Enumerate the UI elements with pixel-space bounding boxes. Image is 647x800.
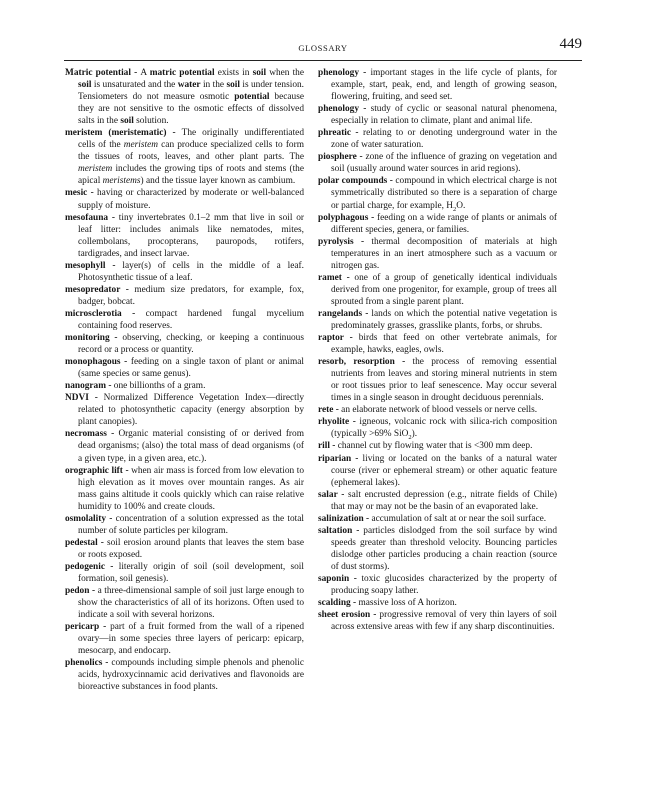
glossary-entry: rill - channel cut by flowing water that is <300 mm deep. — [318, 441, 533, 452]
glossary-entry: mesic - having or characterized by moderate or well-balanced supply of moisture. — [65, 188, 305, 211]
glossary-entry: microsclerotia - compact hardened fungal mycelium containing food reserves. — [65, 308, 304, 331]
glossary-entry: Matric potential - A matric potential exists in soil when the soil is unsaturated and the water in the soil is under tension. Tensiometers do not measure osmotic potential because they are not sensitive to the osmotic effects of dissolved salts in the soil solution. — [65, 68, 305, 127]
glossary-entry: raptor - birds that feed on other vertebrate animals, for example, hawks, eagles, owls. — [318, 333, 558, 356]
glossary-entry: pedogenic - literally origin of soil (soil development, soil formation, soil genesis). — [65, 561, 304, 584]
page-number: 449 — [559, 36, 582, 52]
glossary-entry: phreatic - relating to or denoting underground water in the zone of water saturation. — [318, 128, 557, 151]
glossary-entry: salar - salt encrusted depression (e.g., nitrate fields of Chile) that may or may not be the basin of an evaporated lake. — [318, 489, 557, 512]
page-header — [64, 32, 582, 61]
glossary-entry: phenolics - compounds including simple phenols and phenolic acids, hydroxycinnamic acid derivatives and flavonoids are bioreactive substances in food plants. — [65, 658, 304, 693]
glossary-entry: rhyolite - igneous, volcanic rock with silica-rich composition (typically >69% SiO$_2$). — [318, 417, 557, 442]
glossary-entry: pedon - a three-dimensional sample of soil just large enough to show the characteristics of all of its horizons. Often used to indicate a soil with several horizons. — [65, 586, 304, 621]
glossary-entry: polar compounds - compound in which electrical charge is not symmetrically distributed so there is a separation of charge or partial charge, for example, $H_2O$. — [318, 176, 557, 213]
glossary-entry: osmolality - concentration of a solution expressed as the total number of solute particles per kilogram. — [65, 513, 304, 536]
glossary-entry: scalding - massive loss of A horizon. — [318, 598, 457, 609]
glossary-entry: pyrolysis - thermal decomposition of materials at high temperatures in an inert atmosphere such as a vacuum or nitrogen gas. — [318, 236, 557, 271]
glossary-entry: resorb, resorption - the process of removing essential nutrients from leaves and storing mineral nutrients in stem or root tissues prior to leaf senescence. May occur several times in a single season in drought deciduous perennials. — [318, 357, 557, 404]
glossary-entry: mesophyll - layer(s) of cells in the middle of a leaf. Photosynthetic tissue of a leaf. — [65, 260, 305, 283]
glossary-entry: rangelands - lands on which the potential native vegetation is predominately grasses, grasslike plants, forbs, or shrubs. — [318, 308, 558, 331]
glossary-entry: sheet erosion - progressive removal of very thin layers of soil across extensive areas with few if any sharp discontinuities. — [318, 610, 557, 633]
glossary-entry: nanogram - one billionths of a gram. — [65, 381, 206, 392]
glossary-entry: monophagous - feeding on a single taxon of plant or animal (same species or same genus). — [65, 357, 304, 380]
glossary-entry: mesopredator - medium size predators, for example, fox, badger, bobcat. — [65, 284, 304, 307]
glossary-entry: polyphagous - feeding on a wide range of plants or animals of different species, genera, or families. — [318, 212, 557, 235]
glossary-column-right — [318, 67, 557, 633]
glossary-entry: necromass - Organic material consisting of or derived from dead organisms; (also) the total mass of dead organisms (of a given type, in a given area, etc.). — [65, 429, 304, 464]
glossary-entry: saltation - particles dislodged from the soil surface by wind speeds greater than threshold velocity. Bouncing particles dislodge other particles producing a chain reaction (source of dust storms). — [318, 525, 558, 572]
glossary-entry: pedestal - soil erosion around plants that leaves the stem base or roots exposed. — [65, 537, 304, 560]
glossary-entry: phenology - study of cyclic or seasonal natural phenomena, especially in relation to climate, plant and animal life. — [318, 104, 557, 127]
glossary-entry: pericarp - part of a fruit formed from the wall of a ripened ovary—in some species three layers of pericarp: epicarp, mesocarp, and endocarp. — [65, 622, 304, 657]
glossary-entry: orographic lift - when air mass is forced from low elevation to high elevation as it moves over mountain ranges. As air mass gains altitude it cools quickly which can raise relative humidity to 100% and create clouds. — [65, 465, 304, 512]
glossary-column-left — [65, 67, 304, 693]
glossary-entry: meristem (meristematic) - The originally undifferentiated cells of the meristem can produce specialized cells to form the tissues of roots, leaves, and other plant parts. The meristem includes the growing tips of roots and stems (the apical meristems) and the tissue layer known as cambium. — [65, 128, 304, 187]
glossary-entry: mesofauna - tiny invertebrates 0.1–2 mm that live in soil or leaf litter: includes animals like nematodes, mites, collembolans, procopterans, pauropods, rotifers, tardigrades, and insect larvae. — [65, 212, 305, 259]
glossary-entry: piosphere - zone of the influence of grazing on vegetation and soil (usually around water sources in arid regions). — [318, 152, 557, 175]
glossary-entry: ramet - one of a group of genetically identical individuals derived from one progenitor, for example, group of trees all sprouted from a single parent plant. — [318, 272, 557, 307]
glossary-entry: saponin - toxic glucosides characterized by the property of producing soapy lather. — [318, 573, 557, 597]
glossary-entry: rete - an elaborate network of blood vessels or nerve cells. — [318, 405, 538, 416]
running-head: GLOSSARY — [298, 43, 348, 53]
glossary-entry: phenology - important stages in the life cycle of plants, for example, start, peak, end, and length of growing season, flowering, fruiting, and seed set. — [318, 68, 557, 103]
glossary-entry: salinization - accumulation of salt at or near the soil surface. — [318, 513, 547, 524]
glossary-entry: NDVI - Normalized Difference Vegetation Index—directly related to photosynthetic capacity (energy absorption by plant canopies). — [65, 393, 304, 428]
glossary-entry: monitoring - observing, checking, or keeping a continuous record or a process or quantity. — [65, 333, 304, 356]
glossary-entry: riparian - living or located on the banks of a natural water course (river or ephemeral stream) or other aquatic feature (ephemeral lakes). — [318, 453, 557, 488]
